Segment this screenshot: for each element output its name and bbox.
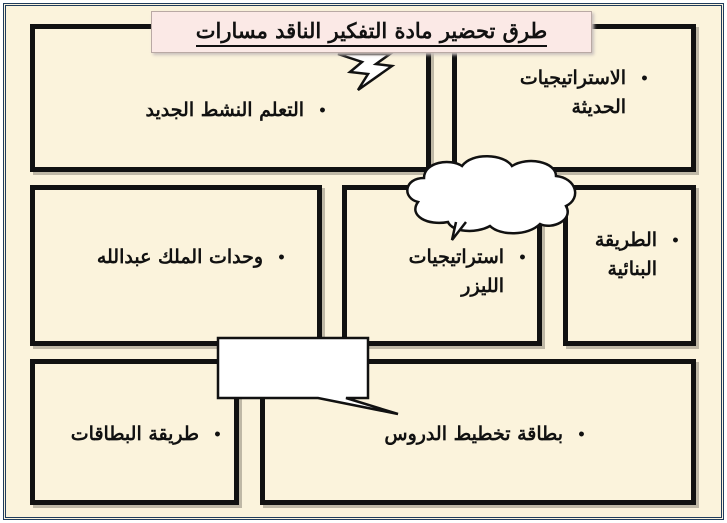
- bullet-icon: •: [518, 250, 527, 266]
- title-banner: [151, 11, 592, 53]
- laser-strategies-text: استراتيجيات الليزر: [408, 246, 505, 298]
- bullet-icon: •: [213, 427, 222, 443]
- constructive-method-text: الطريقة البنائية: [594, 229, 658, 281]
- item-modern-strategies: [520, 64, 649, 123]
- item-cards-method: [71, 420, 222, 450]
- cards-method-text: طريقة البطاقات: [70, 423, 200, 445]
- king-abdullah-units-text: وحدات الملك عبدالله: [96, 246, 264, 268]
- bullet-icon: •: [277, 250, 286, 266]
- item-lesson-plan-card: [384, 420, 586, 450]
- lesson-plan-card-text: بطاقة تخطيط الدروس: [384, 423, 564, 445]
- rect-speech-bubble: [218, 338, 398, 414]
- bullet-icon: •: [671, 233, 680, 249]
- page-title: طرق تحضير مادة التفكير الناقد مسارات: [196, 18, 548, 47]
- item-active-learning: [146, 96, 327, 126]
- modern-strategies-text: الاستراتيجيات الحديثة: [519, 67, 627, 119]
- item-laser-strategies: [409, 243, 527, 302]
- item-constructive-method: [595, 226, 680, 285]
- item-king-abdullah-units: [97, 243, 286, 273]
- bullet-icon: •: [640, 71, 649, 87]
- bullet-icon: •: [577, 427, 586, 443]
- thought-cloud: [407, 156, 575, 240]
- active-learning-text: التعلم النشط الجديد: [145, 99, 305, 121]
- lightning-bubble-tail: [338, 54, 392, 90]
- bullet-icon: •: [318, 103, 327, 119]
